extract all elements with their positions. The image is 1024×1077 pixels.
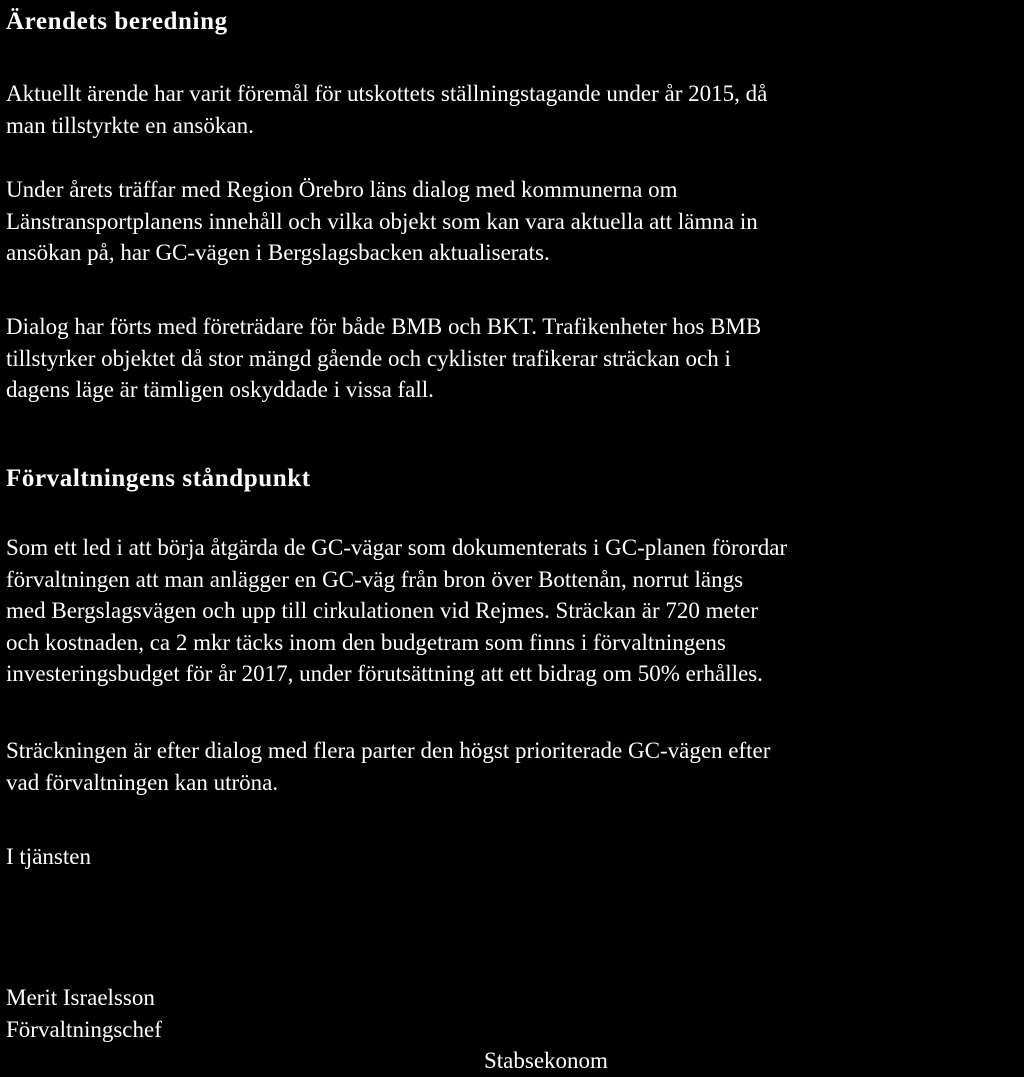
closing-line: I tjänsten	[6, 844, 91, 869]
paragraph-previous-decision: Aktuellt ärende har varit föremål för utskottets ställningstagande under år 2015, då man tillstyrkte en ansökan.	[6, 81, 768, 138]
paragraph-stakeholder-dialog: Dialog har förts med företrädare för både BMB och BKT. Trafikenheter hos BMB tillstyrker objektet då stor mängd gående och cyklister trafikerar sträckan och i dagens läge är tämligen oskyddade i vissa fall.	[6, 314, 762, 402]
paragraph-priority: Sträckningen är efter dialog med flera parter den högst prioriterade GC-vägen efter vad förvaltningen kan utröna.	[6, 738, 771, 795]
signature-title: Förvaltningschef	[6, 1017, 162, 1042]
paragraph-proposal: Som ett led i att börja åtgärda de GC-vägar som dokumenterats i GC-planen förordar förvaltningen att man anlägger en GC-väg från bron över Bottenån, norrut längs med Bergslagsvägen och upp till cirkulationen vid Rejmes. Sträckan är 720 meter och kostnaden, ca 2 mkr täcks inom den budgetram som finns i förvaltningens investeringsbudget för år 2017, under förutsättning att ett bidrag om 50% erhålles.	[6, 535, 788, 686]
section-heading-forvaltningens-standpunkt: Förvaltningens ståndpunkt	[6, 465, 311, 492]
section-heading-arendets-beredning: Ärendets beredning	[6, 8, 228, 35]
signature-name: Merit Israelsson	[6, 985, 155, 1010]
signature-second-title: Stabsekonom	[484, 1048, 608, 1073]
paragraph-regional-dialog: Under årets träffar med Region Örebro läns dialog med kommunerna om Länstransportplanens innehåll och vilka objekt som kan vara aktuella att lämna in ansökan på, har GC-vägen i Bergslagsbacken aktualiserats.	[6, 177, 758, 265]
